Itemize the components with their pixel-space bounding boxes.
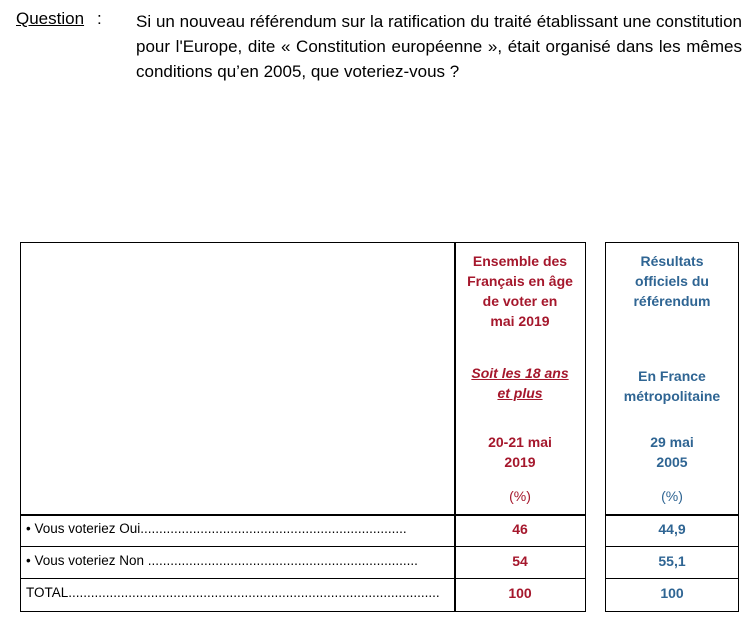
results-table-2005 <box>605 242 739 612</box>
col1-header-title: Ensemble des Français en âge de voter en mai 2019 <box>467 253 573 329</box>
row-label-total: TOTAL................................................................................................... <box>26 585 440 600</box>
col2-header-date: 29 mai 2005 <box>650 434 694 470</box>
col2-header-subtitle: En France métropolitaine <box>623 368 721 404</box>
question-colon: : <box>97 9 102 28</box>
col1-header-date: 20-21 mai 2019 <box>488 434 552 470</box>
value-oui-2005: 44,9 <box>658 521 686 537</box>
row-label-oui: • Vous voteriez Oui....................................................................... <box>26 521 407 536</box>
value-non-2005: 55,1 <box>658 553 686 569</box>
question-label: Question <box>16 9 85 28</box>
col1-header-subtitle: Soit les 18 ans et plus <box>471 365 569 401</box>
question-text: Si un nouveau référendum sur la ratification du traité établissant une constitution pour l'Europe, dite « Constitution européenne », était organisé dans les mêmes conditions qu’en 2005, que voteriez-vous ? <box>136 12 742 81</box>
col2-header-unit: (%) <box>661 488 683 504</box>
results-table-main <box>20 242 586 612</box>
value-non-2019: 54 <box>512 553 528 569</box>
value-total-2005: 100 <box>660 585 684 601</box>
col2-header-title: Résultats officiels du référendum <box>633 253 711 309</box>
row-label-non: • Vous voteriez Non ........................................................................ <box>26 553 418 568</box>
col1-header-unit: (%) <box>509 488 531 504</box>
value-oui-2019: 46 <box>512 521 528 537</box>
value-total-2019: 100 <box>508 585 532 601</box>
